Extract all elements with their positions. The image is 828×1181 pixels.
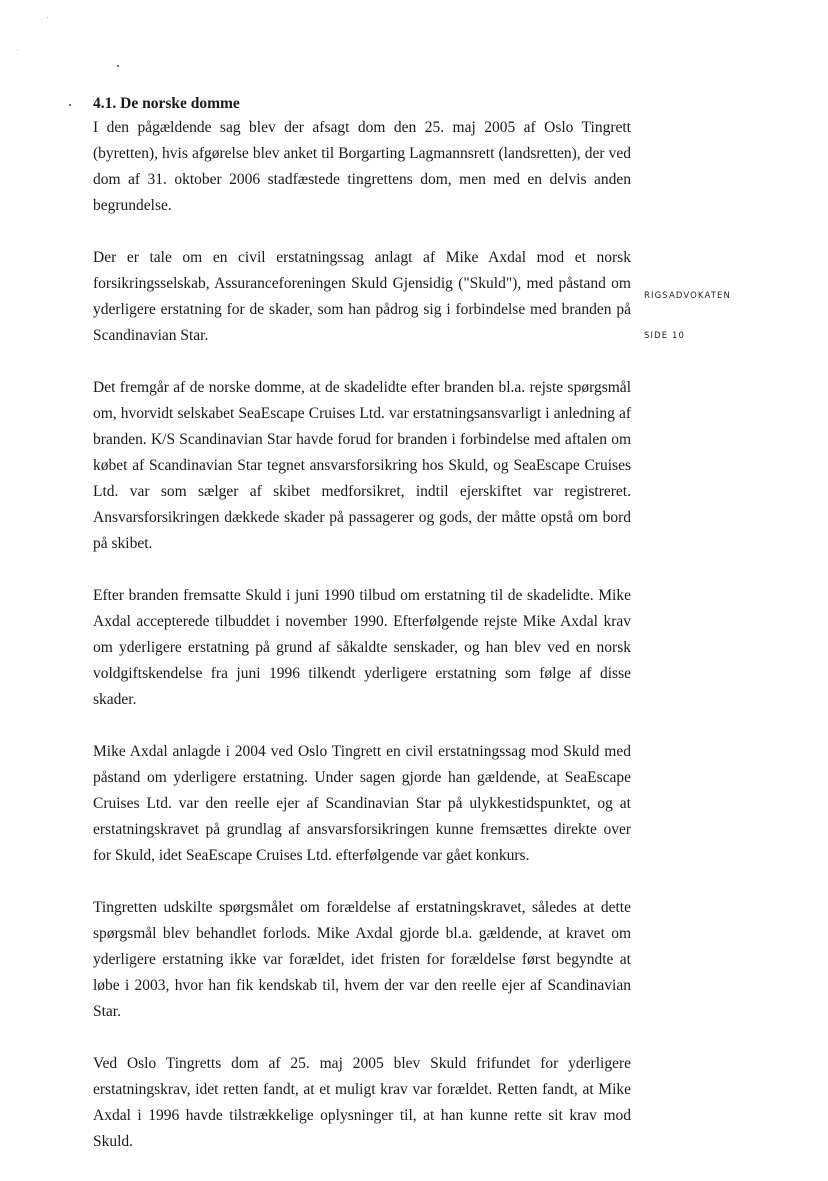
paragraph: Efter branden fremsatte Skuld i juni 1990 tilbud om erstatning til de skadelidte. Mike Axdal accepterede tilbuddet i november 1990. Efterfølgende rejste Mike Axdal krav om yderligere erstatning på grund af såkaldte senskader, og han blev ved en norsk voldgiftskendelse fra juni 1996 tilkendt yderligere erstatning som følge af disse skader. xyxy=(93,587,631,708)
scan-speck xyxy=(47,17,48,18)
scan-speck xyxy=(69,104,71,106)
section-body xyxy=(93,93,631,1181)
paragraph: Mike Axdal anlagde i 2004 ved Oslo Tingrett en civil erstatningssag mod Skuld med påstand om yderligere erstatning. Under sagen gjorde han gældende, at SeaEscape Cruises Ltd. var den reelle ejer af Scandinavian Star på ulykkestidspunktet, og at erstatningskravet på grundlag af ansvarsforsikringen kunne fremsættes direkte over for Skuld, idet SeaEscape Cruises Ltd. efterfølgende var gået konkurs. xyxy=(93,743,631,864)
paragraph: Der er tale om en civil erstatningssag anlagt af Mike Axdal mod et norsk forsikringsselskab, Assuranceforeningen Skuld Gjensidig ("Skuld"), med påstand om yderligere erstatning for de skader, som han pådrog sig i forbindelse med branden på Scandinavian Star. xyxy=(93,249,631,344)
scan-speck xyxy=(117,65,119,67)
sidebar-organization: RIGSADVOKATEN xyxy=(644,291,731,301)
paragraph: Det fremgår af de norske domme, at de skadelidte efter branden bl.a. rejste spørgsmål om, hvorvidt selskabet SeaEscape Cruises Ltd. var erstatningsansvarligt i anledning af branden. K/S Scandinavian Star havde forud for branden i forbindelse med aftalen om købet af Scandinavian Star tegnet ansvarsforsikring hos Skuld, og SeaEscape Cruises Ltd. var som sælger af skibet medforsikret, indtil ejerskiftet var registreret. Ansvarsforsikringen dækkede skader på passagerer og gods, der måtte opstå om bord på skibet. xyxy=(93,379,631,552)
section-heading: 4.1. De norske domme xyxy=(93,95,240,112)
paragraph: Ved Oslo Tingretts dom af 25. maj 2005 blev Skuld frifundet for yderligere erstatningskrav, idet retten fandt, at et muligt krav var forældet. Retten fandt, at Mike Axdal i 1996 havde tilstrækkelige oplysninger til, at han kunne rette sit krav mod Skuld. xyxy=(93,1055,631,1150)
sidebar-page-number: SIDE 10 xyxy=(644,331,686,341)
paragraph: Tingretten udskilte spørgsmålet om forældelse af erstatningskravet, således at dette spørgsmål blev behandlet forlods. Mike Axdal gjorde bl.a. gældende, at kravet om yderligere erstatning ikke var forældet, idet fristen for forældelse først begyndte at løbe i 2003, hvor han fik kendskab til, hvem der var den reelle ejer af Scandinavian Star. xyxy=(93,899,631,1020)
scan-speck xyxy=(17,49,18,50)
paragraph: I den pågældende sag blev der afsagt dom den 25. maj 2005 af Oslo Tingrett (byretten), hvis afgørelse blev anket til Borgarting Lagmannsrett (landsretten), der ved dom af 31. oktober 2006 stadfæstede tingrettens dom, men med en delvis anden begrundelse. xyxy=(93,119,631,214)
